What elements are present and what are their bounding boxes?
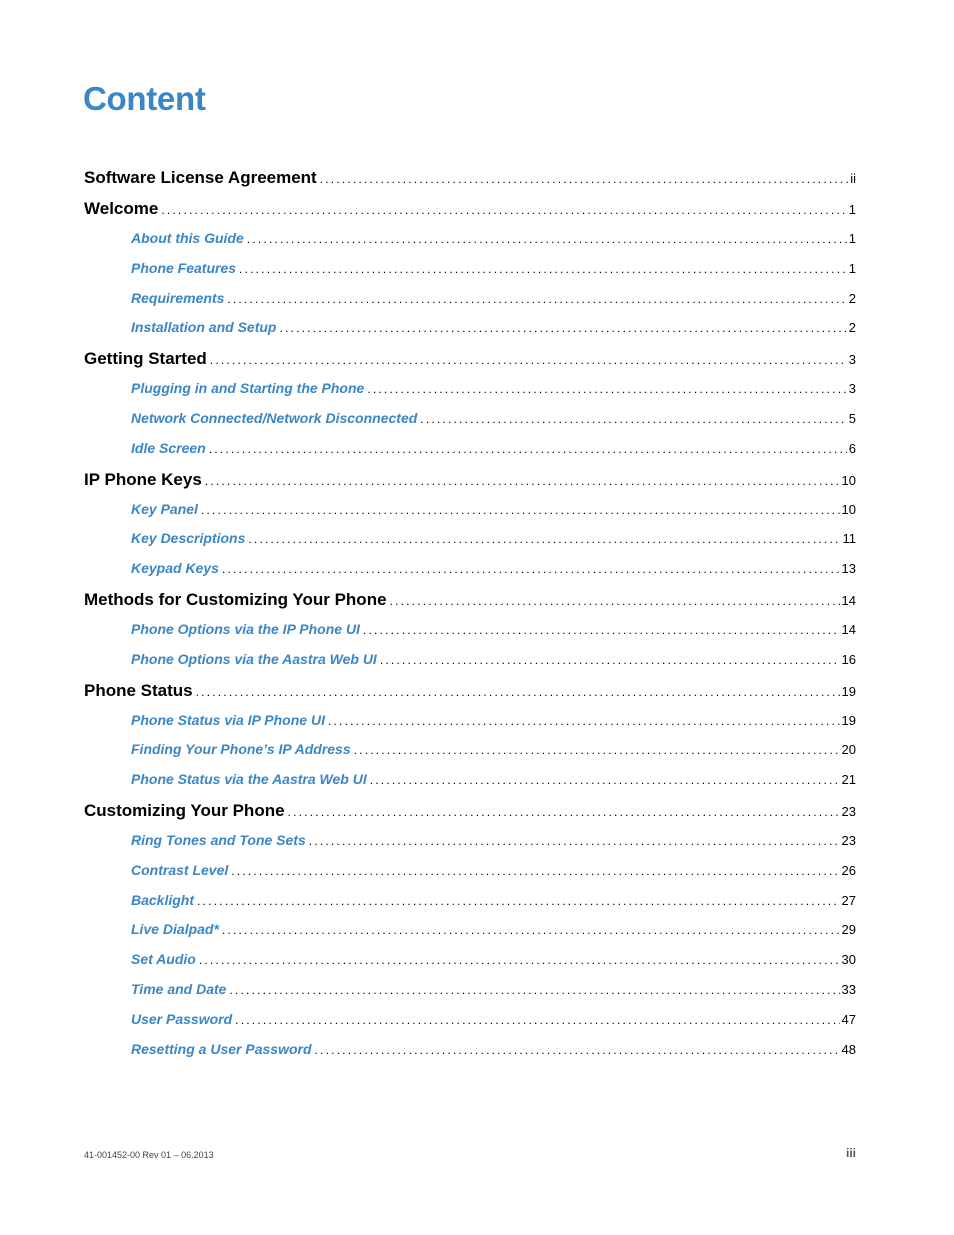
toc-entry-title: Phone Options via the Aastra Web UI: [131, 650, 377, 667]
toc-entry-page-number: 47: [841, 1011, 856, 1027]
toc-section-entry[interactable]: [84, 260, 856, 290]
toc-dot-leader: [248, 532, 840, 546]
toc-chapter-entry[interactable]: [84, 199, 856, 230]
toc-entry-title: Phone Options via the IP Phone UI: [131, 620, 360, 637]
toc-entry-title: About this Guide: [131, 230, 244, 246]
toc-entry-page-number: 21: [841, 772, 856, 788]
toc-dot-leader: [288, 805, 840, 819]
toc-entry-title: Idle Screen: [131, 439, 206, 456]
toc-entry-page-number: 33: [841, 981, 856, 997]
toc-section-entry[interactable]: [84, 560, 856, 590]
toc-entry-page-number: 14: [841, 592, 856, 608]
toc-section-entry[interactable]: [84, 319, 856, 349]
toc-entry-page-number: 27: [841, 892, 856, 908]
toc-chapter-entry[interactable]: [84, 349, 856, 380]
toc-section-entry[interactable]: [84, 621, 856, 651]
toc-entry-page-number: 1: [848, 260, 856, 276]
toc-entry-title: Contrast Level: [131, 861, 229, 878]
toc-section-entry[interactable]: [84, 832, 856, 862]
toc-chapter-entry[interactable]: [84, 470, 856, 501]
toc-section-entry[interactable]: [84, 1011, 856, 1041]
toc-entry-title: Requirements: [131, 289, 225, 306]
toc-dot-leader: [390, 594, 840, 608]
toc-section-entry[interactable]: [84, 651, 856, 681]
toc-dot-leader: [227, 292, 846, 306]
toc-dot-leader: [370, 773, 840, 787]
toc-dot-leader: [315, 1043, 840, 1057]
toc-section-entry[interactable]: [84, 862, 856, 892]
toc-entry-title: Software License Agreement: [84, 168, 317, 187]
toc-entry-page-number: 10: [841, 501, 856, 517]
toc-section-entry[interactable]: [84, 380, 856, 410]
toc-entry-title: Phone Status: [84, 680, 193, 700]
toc-entry-title: Phone Status via IP Phone UI: [131, 711, 325, 728]
toc-entry-title: Finding Your Phone’s IP Address: [131, 741, 351, 758]
toc-entry-page-number: 23: [841, 803, 856, 819]
toc-dot-leader: [196, 685, 840, 699]
toc-dot-leader: [209, 442, 847, 456]
toc-dot-leader: [380, 653, 840, 667]
toc-entry-page-number: 5: [848, 410, 856, 426]
toc-entry-page-number: 29: [841, 922, 856, 938]
toc-entry-title: Installation and Setup: [131, 319, 277, 336]
toc-entry-page-number: 20: [841, 742, 856, 758]
toc-entry-page-number: 1: [848, 202, 856, 217]
toc-section-entry[interactable]: [84, 981, 856, 1011]
toc-dot-leader: [205, 474, 840, 488]
toc-entry-title: Getting Started: [84, 349, 207, 369]
toc-section-entry[interactable]: [84, 290, 856, 320]
toc-dot-leader: [199, 953, 840, 967]
toc-entry-page-number: 19: [841, 683, 856, 699]
toc-dot-leader: [328, 714, 840, 728]
footer-document-number: 41-001452-00 Rev 01 – 06.2013: [84, 1150, 214, 1160]
toc-dot-leader: [201, 503, 840, 517]
toc-section-entry[interactable]: [84, 440, 856, 470]
toc-dot-leader: [239, 262, 847, 276]
toc-entry-page-number: 13: [841, 561, 856, 577]
toc-entry-page-number: ii: [850, 171, 856, 186]
toc-section-entry[interactable]: [84, 951, 856, 981]
toc-entry-page-number: 26: [841, 862, 856, 878]
toc-dot-leader: [354, 743, 840, 757]
toc-section-entry[interactable]: [84, 741, 856, 771]
toc-section-entry[interactable]: [84, 892, 856, 922]
toc-entry-title: Welcome: [84, 199, 159, 218]
toc-entry-title: Set Audio: [131, 951, 196, 968]
toc-entry-title: Phone Features: [131, 259, 237, 276]
toc-dot-leader: [420, 412, 846, 426]
toc-entry-title: Customizing Your Phone: [84, 800, 285, 820]
toc-entry-title: Methods for Customizing Your Phone: [84, 589, 387, 609]
toc-entry-page-number: 3: [848, 352, 856, 368]
toc-dot-leader: [222, 562, 840, 576]
toc-dot-leader: [197, 894, 840, 908]
toc-entry-page-number: 3: [848, 381, 856, 397]
toc-chapter-entry[interactable]: [84, 168, 856, 199]
toc-entry-title: IP Phone Keys: [84, 469, 202, 489]
toc-entry-page-number: 30: [841, 952, 856, 968]
toc-entry-title: Backlight: [131, 891, 195, 908]
toc-entry-page-number: 23: [841, 832, 856, 848]
toc-section-entry[interactable]: [84, 410, 856, 440]
toc-dot-leader: [247, 232, 847, 246]
footer-page-number: iii: [845, 1146, 856, 1160]
toc-dot-leader: [367, 382, 846, 396]
toc-entry-title: Ring Tones and Tone Sets: [131, 831, 306, 848]
page-title: Content: [83, 80, 206, 117]
toc-section-entry[interactable]: [84, 230, 856, 260]
toc-entry-page-number: 2: [848, 320, 856, 336]
toc-dot-leader: [320, 172, 848, 186]
toc-dot-leader: [235, 1013, 839, 1027]
toc-entry-page-number: 19: [841, 712, 856, 728]
toc-dot-leader: [210, 353, 847, 367]
toc-dot-leader: [161, 203, 846, 217]
toc-dot-leader: [279, 321, 846, 335]
toc-chapter-entry[interactable]: [84, 590, 856, 621]
table-of-contents: [84, 168, 856, 1070]
toc-entry-page-number: 6: [848, 440, 856, 456]
toc-section-entry[interactable]: [84, 501, 856, 531]
toc-entry-title: Plugging in and Starting the Phone: [131, 380, 365, 397]
toc-entry-title: Key Descriptions: [131, 530, 246, 547]
toc-entry-page-number: 1: [848, 231, 856, 246]
toc-entry-page-number: 11: [842, 531, 856, 547]
toc-entry-title: Time and Date: [131, 980, 227, 997]
toc-entry-title: Phone Status via the Aastra Web UI: [131, 771, 367, 788]
toc-dot-leader: [222, 923, 840, 937]
toc-entry-title: Keypad Keys: [131, 560, 219, 577]
toc-entry-page-number: 14: [841, 621, 856, 637]
toc-section-entry[interactable]: [84, 712, 856, 742]
toc-entry-title: Key Panel: [131, 500, 198, 517]
toc-dot-leader: [229, 983, 839, 997]
toc-section-entry[interactable]: [84, 530, 856, 560]
toc-entry-page-number: 10: [841, 472, 856, 488]
toc-entry-title: Resetting a User Password: [131, 1040, 312, 1057]
toc-dot-leader: [363, 623, 840, 637]
toc-section-entry[interactable]: [84, 1041, 856, 1071]
toc-entry-title: User Password: [131, 1010, 233, 1027]
toc-dot-leader: [309, 834, 840, 848]
toc-chapter-entry[interactable]: [84, 801, 856, 832]
toc-dot-leader: [231, 864, 839, 878]
toc-entry-title: Network Connected/Network Disconnected: [131, 409, 418, 426]
toc-chapter-entry[interactable]: [84, 681, 856, 712]
toc-entry-title: Live Dialpad*: [131, 921, 219, 938]
toc-entry-page-number: 16: [841, 651, 856, 667]
toc-section-entry[interactable]: [84, 771, 856, 801]
toc-section-entry[interactable]: [84, 921, 856, 951]
toc-entry-page-number: 2: [848, 290, 856, 306]
toc-entry-page-number: 48: [841, 1041, 856, 1057]
